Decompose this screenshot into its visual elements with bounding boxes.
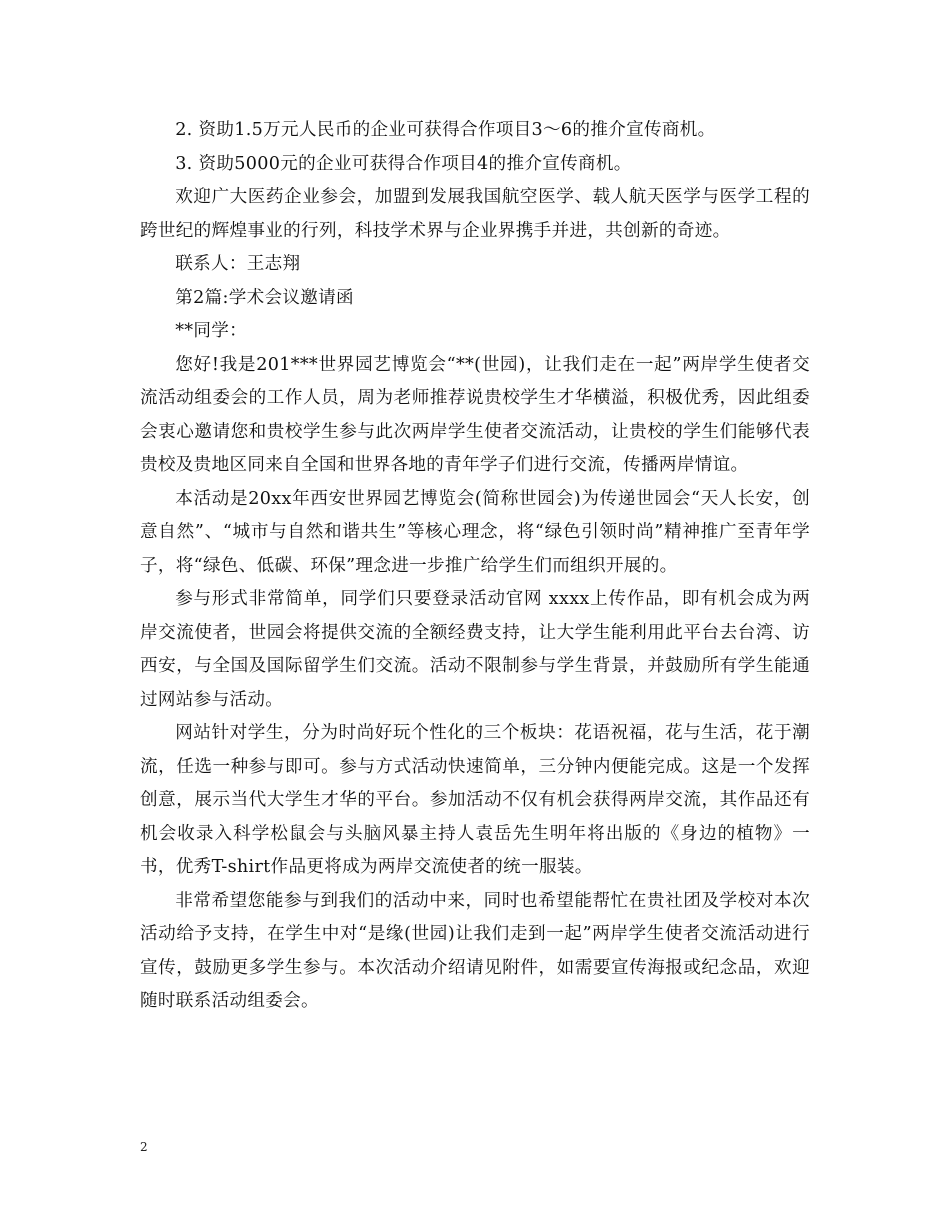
paragraph-activity-purpose: 本活动是20xx年西安世界园艺博览会(简称世园会)为传递世园会“天人长安，创意自然”、“城市与自然和谐共生”等核心理念，将“绿色引领时尚”精神推广至青年学子，将“绿色、低碳、环保”理念进一步推广给学生们而组织开展的。 (140, 488, 810, 576)
document-body (140, 114, 810, 1019)
paragraph-sponsorship-tier-3: 3. 资助5000元的企业可获得合作项目4的推介宣传商机。 (175, 153, 632, 174)
paragraph-sponsorship-tier-2: 2. 资助1.5万元人民币的企业可获得合作项目3～6的推介宣传商机。 (175, 120, 716, 140)
paragraph-welcome: 欢迎广大医药企业参会，加盟到发展我国航空医学、载人航天医学与医学工程的跨世纪的辉煌事业的行列，科技学术界与企业界携手并进，共创新的奇迹。 (140, 187, 810, 241)
paragraph-website: 网站针对学生，分为时尚好玩个性化的三个板块：花语祝福，花与生活，花于潮流，任选一种参与即可。参与方式活动快速简单，三分钟内便能完成。这是一个发挥创意，展示当代大学生才华的平台。参加活动不仅有机会获得两岸交流，其作品还有机会收录入科学松鼠会与头脑风暴主持人袁岳先生明年将出版的《身边的植物》一书，优秀T-shirt作品更将成为两岸交流使者的统一服装。 (140, 723, 810, 877)
section-heading: 第2篇:学术会议邀请函 (175, 287, 354, 308)
paragraph-closing: 非常希望您能参与到我们的活动中来，同时也希望能帮忙在贵社团及学校对本次活动给予支持，在学生中对“是缘(世园)让我们走到一起”两岸学生使者交流活动进行宣传，鼓励更多学生参与。本次活动介绍请见附件，如需要宣传海报或纪念品，欢迎随时联系活动组委会。 (140, 890, 810, 1011)
paragraph-greeting: 您好!我是201***世界园艺博览会“**(世园)，让我们走在一起”两岸学生使者交流活动组委会的工作人员，周为老师推荐说贵校学生才华横溢，积极优秀，因此组委会衷心邀请您和贵校学生参与此次两岸学生使者交流活动，让贵校的学生们能够代表贵校及贵地区同来自全国和世界各地的青年学子们进行交流，传播两岸情谊。 (140, 354, 810, 475)
paragraph-participation: 参与形式非常简单，同学们只要登录活动官网 xxxx上传作品，即有机会成为两岸交流使者，世园会将提供交流的全额经费支持，让大学生能利用此平台去台湾、访西安，与全国及国际留学生们交流。活动不限制参与学生背景，并鼓励所有学生能通过网站参与活动。 (140, 589, 810, 710)
page-number: 2 (140, 1140, 148, 1154)
salutation: **同学： (175, 321, 248, 341)
paragraph-contact: 联系人：王志翔 (175, 254, 301, 274)
